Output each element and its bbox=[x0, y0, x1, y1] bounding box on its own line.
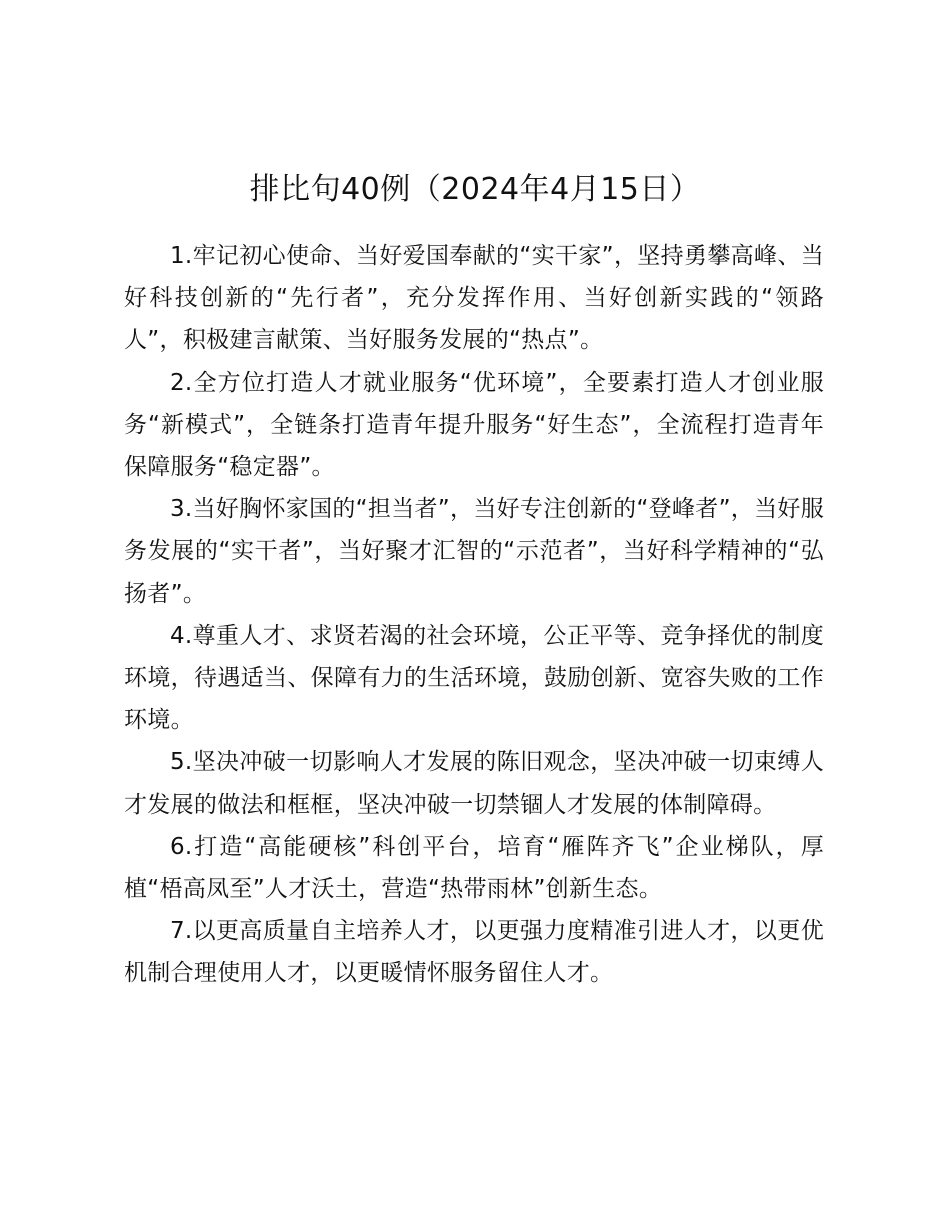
document-body bbox=[124, 235, 824, 995]
document-title: 排比句40例（2024年4月15日） bbox=[249, 172, 701, 207]
paragraph-1: 1.牢记初心使命、当好爱国奉献的“实干家”，坚持勇攀高峰、当好科技创新的“先行者”，充分发挥作用、当好创新实践的“领路人”，积极建言献策、当好服务发展的“热点”。 bbox=[124, 243, 824, 354]
paragraph-2: 2.全方位打造人才就业服务“优环境”，全要素打造人才创业服务“新模式”，全链条打造青年提升服务“好生态”，全流程打造青年保障服务“稳定器”。 bbox=[124, 369, 824, 481]
paragraph-6: 6.打造“高能硬核”科创平台，培育“雁阵齐飞”企业梯队，厚植“梧高凤至”人才沃土，营造“热带雨林”创新生态。 bbox=[124, 833, 824, 903]
paragraph-5: 5.坚决冲破一切影响人才发展的陈旧观念，坚决冲破一切束缚人才发展的做法和框框，坚决冲破一切禁锢人才发展的体制障碍。 bbox=[124, 749, 824, 818]
paragraph-3: 3.当好胸怀家国的“担当者”，当好专注创新的“登峰者”，当好服务发展的“实干者”，当好聚才汇智的“示范者”，当好科学精神的“弘扬者”。 bbox=[124, 496, 824, 607]
paragraph-4: 4.尊重人才、求贤若渴的社会环境，公正平等、竞争择优的制度环境，待遇适当、保障有力的生活环境，鼓励创新、宽容失败的工作环境。 bbox=[124, 622, 824, 734]
paragraph-7: 7.以更高质量自主培养人才，以更强力度精准引进人才，以更优机制合理使用人才，以更暖情怀服务留住人才。 bbox=[124, 918, 824, 987]
